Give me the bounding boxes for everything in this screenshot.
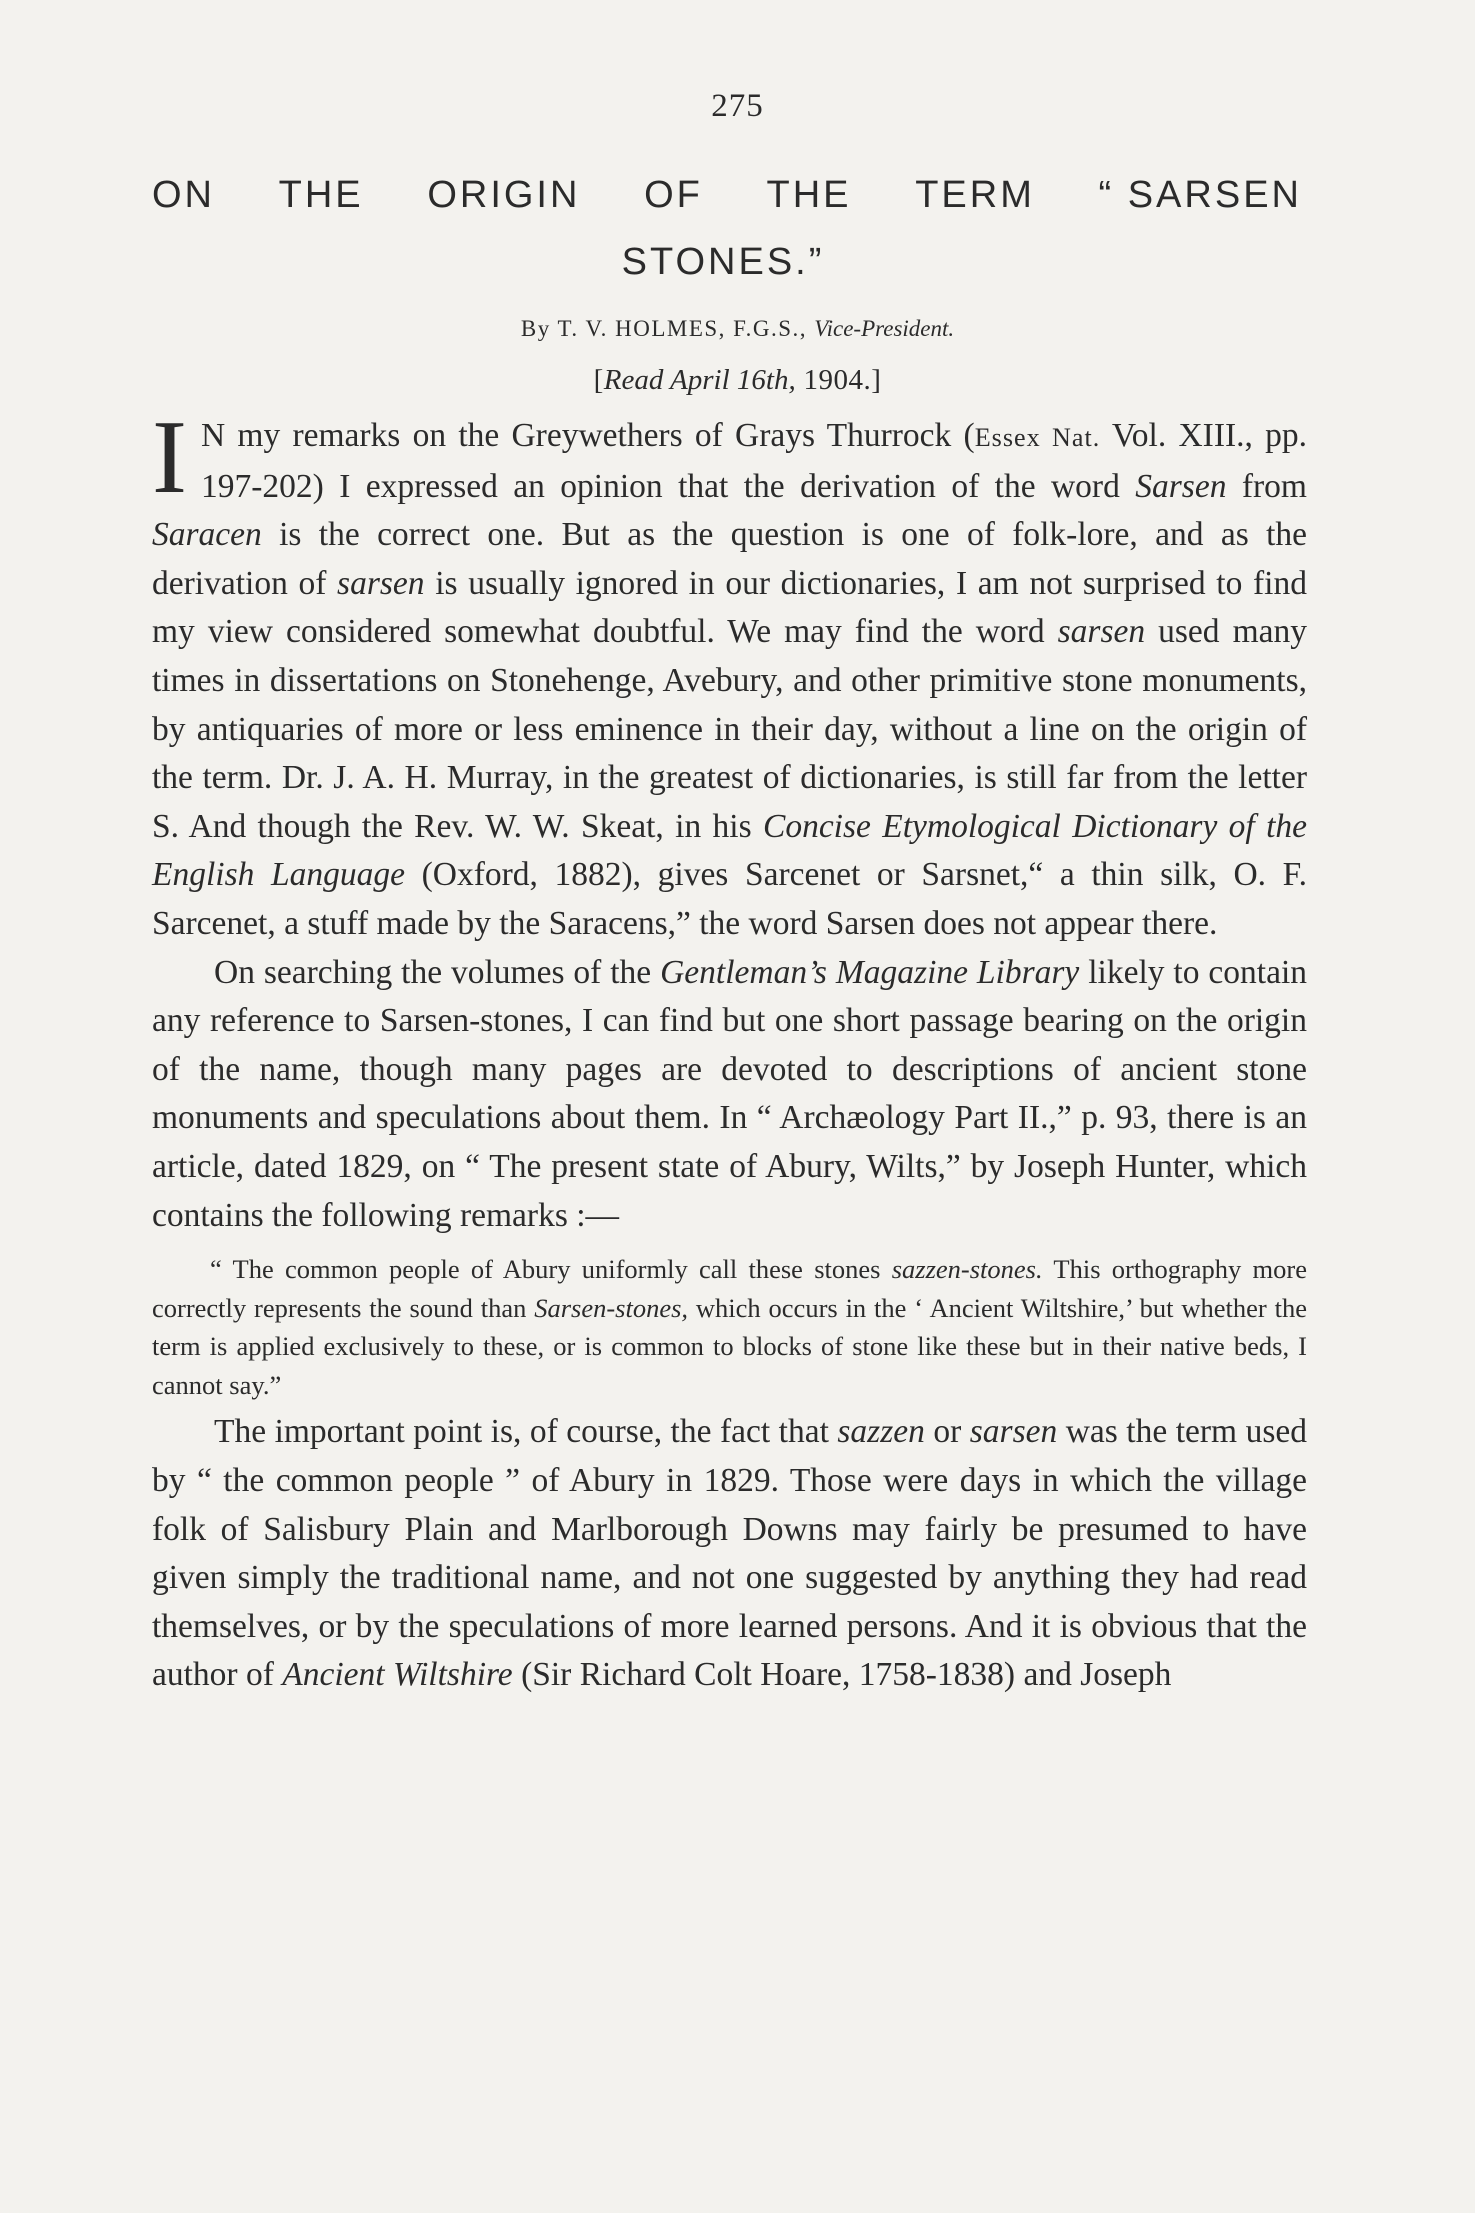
- italic-term: Sarsen: [1135, 467, 1227, 505]
- italic-title: Ancient Wiltshire: [282, 1656, 513, 1694]
- paragraph-2: [152, 949, 1307, 1241]
- italic-term: sarsen: [969, 1413, 1058, 1451]
- title-word: THE: [766, 174, 852, 216]
- title-word: ORIGIN: [427, 174, 581, 216]
- text-run: which occurs in the ‘ Ancient Wiltshire,’ but whether the term is applied exclusively to these, or is common to blocks of stone like these but in their native beds, I cannot say.”: [152, 1292, 1307, 1400]
- read-date-note: [0, 364, 1475, 397]
- text-run: “ The common people of Abury uniformly call these stones: [210, 1254, 892, 1285]
- italic-term: sazzen-stones.: [891, 1254, 1043, 1285]
- text-run: N my remarks on the Greywethers of Grays Thurrock (: [200, 417, 975, 454]
- paragraph-1: [152, 398, 1307, 949]
- read-date: Read April 16th,: [603, 364, 796, 396]
- italic-term: Sarsen-stones,: [534, 1292, 689, 1323]
- text-run: On searching the volumes of the: [214, 953, 661, 991]
- text-run: was the term used by “ the common people ” of Abury in 1829. Those were days in which the village folk of Salisbury Plain and Marlborough Downs may fairly be presumed to have given simply the traditional name, and not one suggested by anything they had read themselves, or by the speculations of more learned persons. And it is obvious that the author of: [152, 1413, 1308, 1694]
- text-run: Vol. XIII., pp. 197-202) I expressed an opinion that the derivation of the word: [200, 417, 1307, 505]
- text-run: is the correct one. But as the question is one of folk-lore, and as the derivation of: [152, 516, 1307, 602]
- text-run: from: [1226, 467, 1307, 505]
- text-run: likely to contain any reference to Sarsen-stones, I can find but one short passage bearing on the origin of the name, though many pages are devoted to descriptions of ancient stone monuments and speculations about them. In “ Archæology Part II.,” p. 93, there is an article, dated 1829, on “ The present state of Abury, Wilts,” by Joseph Hunter, which contains the following remarks :—: [152, 953, 1308, 1234]
- text-run: is usually ignored in our dictionaries, I am not surprised to find my view considered somewhat doubtful. We may find the word: [152, 564, 1307, 651]
- title-line-1: [152, 176, 1302, 214]
- author-name: By T. V. HOLMES, F.G.S.,: [520, 316, 815, 341]
- italic-term: sarsen: [1057, 613, 1146, 651]
- author-byline: [0, 316, 1475, 342]
- italic-term: Saracen: [152, 516, 262, 554]
- italic-term: sazzen: [837, 1413, 925, 1451]
- drop-cap: I: [152, 398, 187, 515]
- block-quote: [152, 1250, 1307, 1404]
- italic-title: Concise Etymological Dictionary of the English Language: [152, 807, 1307, 894]
- text-run: The important point is, of course, the fact that: [214, 1413, 838, 1451]
- page-number: 275: [711, 88, 764, 124]
- title-word: ON: [152, 174, 215, 216]
- title-word: “ SARSEN: [1098, 174, 1302, 216]
- journal-abbrev: Essex Nat.: [974, 423, 1101, 452]
- italic-title: Gentleman’s Magazine Library: [660, 953, 1080, 991]
- text-run: This orthography more correctly represents the sound than: [152, 1254, 1307, 1323]
- italic-term: sarsen: [337, 564, 425, 602]
- text-run: used many times in dissertations on Stonehenge, Avebury, and other primitive stone monuments, by antiquaries of more or less eminence in their day, without a line on the origin of the term. Dr. J. A. H. Murray, in the greatest of dictionaries, is still far from the letter S. And though the Rev. W. W. Skeat, in his: [152, 613, 1307, 845]
- read-year: 1904.]: [795, 364, 882, 396]
- title-word: OF: [644, 174, 703, 216]
- text-run: (Sir Richard Colt Hoare, 1758-1838) and Joseph: [512, 1656, 1172, 1694]
- article-body: [152, 398, 1308, 1700]
- title-word: TERM: [915, 174, 1035, 216]
- text-run: (Oxford, 1882), gives Sarcenet or Sarsnet,“ a thin silk, O. F. Sarcenet, a stuff made by the Saracens,” the word Sarsen does not appear there.: [152, 856, 1307, 942]
- title-word: THE: [278, 174, 364, 216]
- text-run: or: [924, 1413, 970, 1451]
- paragraph-3: [152, 1408, 1307, 1700]
- bracket: [: [593, 364, 604, 396]
- article-title: [152, 176, 1302, 281]
- title-line-2: STONES.”: [621, 241, 825, 283]
- quote-text: [152, 1250, 1307, 1404]
- author-role: Vice-President.: [814, 316, 955, 341]
